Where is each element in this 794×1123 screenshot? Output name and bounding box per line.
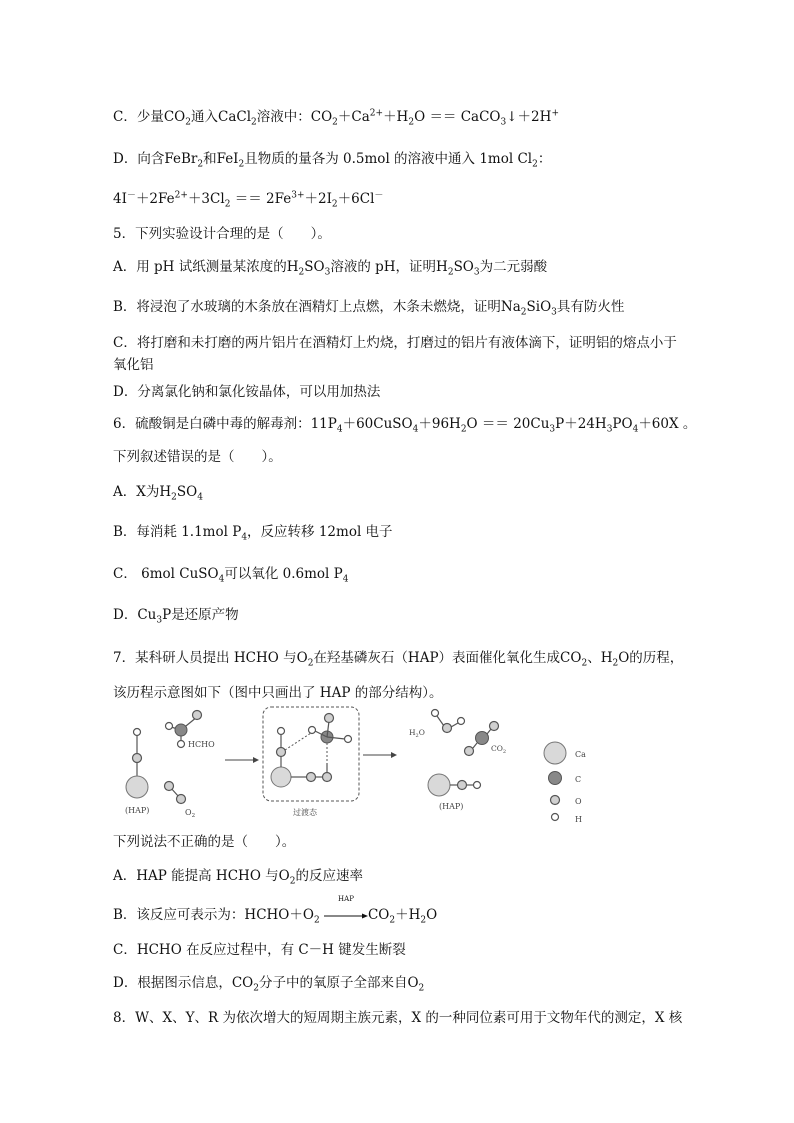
legend-ca-swatch (544, 742, 566, 764)
hcho-molecule (166, 711, 216, 750)
h2o-molecule (409, 710, 465, 740)
q5-stem: 5．下列实验设计合理的是（ ）。 (113, 226, 331, 242)
q5-option-c-line1: C．将打磨和未打磨的两片铝片在酒精灯上灼烧，打磨过的铝片有液体滴下，证明铝的熔点小于 (113, 335, 677, 351)
hap-label-left: (HAP) (125, 806, 150, 815)
hap-label-right: (HAP) (439, 802, 464, 811)
reaction-mechanism-figure (113, 705, 713, 830)
q6-option-b: B．每消耗 1.1mol $P_4$，反应转移 12mol 电子 (113, 524, 393, 543)
q4-option-d: D．向含FeBr$_2$和FeI$_2$且物质的量各为 0.5mol 的溶液中通入 1mol $Cl_2$： (113, 151, 552, 170)
arrow-icon (324, 912, 368, 920)
transition-state (263, 707, 359, 817)
q4-option-c: C．少量$CO_2$通入CaCl$_2$溶液中：$CO_2+Ca^{2+}+H_2O$ ＝＝ CaCO$_3$↓＋2H+ (113, 108, 559, 128)
legend-ca-label: Ca (575, 750, 586, 759)
hap-left-group (125, 729, 149, 816)
legend-h-label: H (575, 815, 582, 824)
q6-option-a: A．X为$H_2SO_4$ (113, 484, 203, 503)
hcho-label: HCHO (188, 740, 215, 749)
q7-option-c: C．HCHO 在反应过程中，有 C－H 键发生断裂 (113, 942, 406, 958)
arrow-2 (363, 752, 397, 758)
q5-option-d: D．分离氯化钠和氯化铵晶体，可以用加热法 (113, 384, 381, 400)
h2o-label: $H_2O$ (409, 728, 425, 739)
q6-option-c: C． 6mol CuSO$_4$可以氧化 0.6mol $P_4$ (113, 566, 349, 585)
catalyst-arrow-label: HAP (338, 894, 354, 903)
legend-o-label: O (575, 797, 582, 806)
legend-c-swatch (549, 772, 562, 785)
q7-stem-3: 下列说法不正确的是（ ）。 (113, 834, 296, 850)
co2-label: $CO_2$ (491, 744, 507, 755)
q7-option-a: A．HAP 能提高 HCHO 与$O_2$的反应速率 (113, 868, 363, 887)
legend-h-swatch (552, 814, 559, 821)
q4-option-d-equation: $4I^-+2Fe^{2+}+3Cl_2 == 2Fe^{3+}+2I_2+6Cl^-$ (113, 190, 384, 210)
arrow-1 (225, 757, 259, 763)
co2-molecule (465, 722, 507, 756)
q7-option-d: D．根据图示信息，$CO_2$分子中的氧原子全部来自$O_2$ (113, 975, 425, 994)
q6-stem-2: 下列叙述错误的是（ ）。 (113, 449, 282, 465)
catalyst-arrow (324, 894, 368, 926)
q7-option-b: B．该反应可表示为：$HCHO+O_2$ HAP $CO_2+H_2O$ (113, 894, 438, 926)
q7-stem-1: 7．某科研人员提出 HCHO 与$O_2$在羟基磷灰石（HAP）表面催化氧化生成$CO_2$、$H_2O$的历程， (113, 650, 684, 669)
legend-o-swatch (551, 796, 560, 805)
q6-option-d: D．$Cu_3P$是还原产物 (113, 607, 239, 626)
q5-option-b: B．将浸泡了水玻璃的木条放在酒精灯上点燃，木条未燃烧，证明$Na_2SiO_3$具有防火性 (113, 299, 625, 318)
o2-label: $O_2$ (185, 808, 196, 819)
o2-molecule (165, 782, 196, 820)
legend-c-label: C (575, 775, 582, 784)
hap-right-group (428, 774, 481, 811)
transition-state-label: 过渡态 (293, 808, 317, 817)
q7-stem-2: 该历程示意图如下（图中只画出了 HAP 的部分结构）。 (113, 685, 443, 701)
q5-option-a: A．用 pH 试纸测量某浓度的$H_2SO_3$溶液的 pH，证明$H_2SO_3$为二元弱酸 (113, 259, 548, 278)
q5-option-c-line2: 氧化铝 (113, 357, 154, 373)
legend (544, 742, 586, 824)
q6-stem: 6．硫酸铜是白磷中毒的解毒剂：$11P_4+60CuSO_4+96H_2O == 20Cu_3P+24H_3PO_4+60X$ 。 (113, 416, 697, 435)
q8-stem: 8．W、X、Y、R 为依次增大的短周期主族元素，X 的一种同位素可用于文物年代的测定，X 核 (113, 1010, 683, 1026)
